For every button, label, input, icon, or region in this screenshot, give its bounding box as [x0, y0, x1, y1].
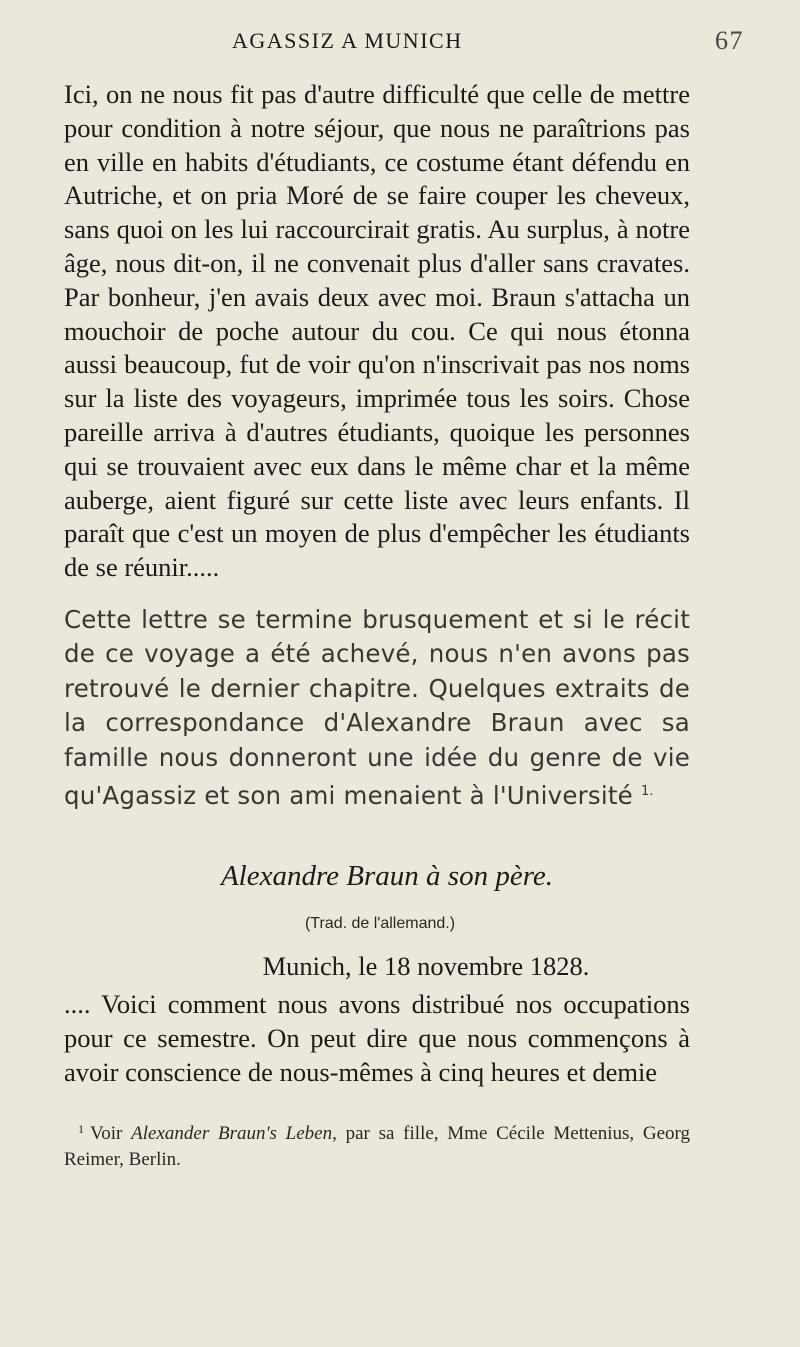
footnote	[64, 1116, 690, 1173]
running-head-title: AGASSIZ A MUNICH	[232, 28, 463, 53]
body-paragraph-1: Ici, on ne nous fit pas d'autre difficulté que celle de mettre pour condition à notre séjour, que nous ne paraîtrions pas en ville en habits d'étudiants, ce costume étant défendu en Autriche, et on pria Moré de se faire couper les cheveux, sans quoi on les lui raccourcirait gratis. Au surplus, à notre âge, nous dit-on, il ne convenait plus d'aller sans cravates. Par bonheur, j'en avais deux avec moi. Braun s'attacha un mouchoir de poche autour du cou. Ce qui nous étonna aussi beaucoup, fut de voir qu'on n'inscrivait pas nos noms sur la liste des voyageurs, imprimée tous les soirs. Chose pareille arriva à d'autres étudiants, quoique les personnes qui se trouvaient avec eux dans le même char et la même auberge, aient figuré sur cette liste avec leurs enfants. Il paraît que c'est un moyen de plus d'empêcher les étudiants de se réunir.....	[64, 79, 690, 583]
footnote-lead: Voir	[90, 1122, 123, 1144]
body-paragraph-2-text: Cette lettre se termine brusquement et si le récit de ce voyage a été achevé, nous n'en avons pas retrouvé le dernier chapitre. Quelques extraits de la correspondance d'Alexandre Braun avec sa famille nous donneront une idée du genre de vie qu'Agassiz et son ami menaient à l'Université	[64, 604, 690, 811]
body-paragraph-3: .... Voici comment nous avons distribué nos occupations pour ce semestre. On peut dire que nous commençons à avoir conscience de nous-mêmes à cinq heures et demie	[64, 989, 690, 1087]
footnote-rest: par sa fille, Mme Cécile Mettenius, Georg Reimer, Berlin.	[64, 1122, 691, 1170]
body-paragraph-2	[64, 603, 690, 814]
footnote-book-title: Alexander Braun's Leben,	[131, 1122, 337, 1144]
footnote-mark: 1	[78, 1121, 84, 1136]
page-number: 67	[715, 26, 744, 55]
letter-title: Alexandre Braun à son père.	[220, 860, 554, 893]
footnote-reference: 1.	[640, 784, 654, 800]
running-head	[64, 26, 744, 64]
letter-dateline: Munich, le 18 novembre 1828.	[262, 951, 590, 982]
translation-note: (Trad. de l'allemand.)	[304, 915, 456, 933]
